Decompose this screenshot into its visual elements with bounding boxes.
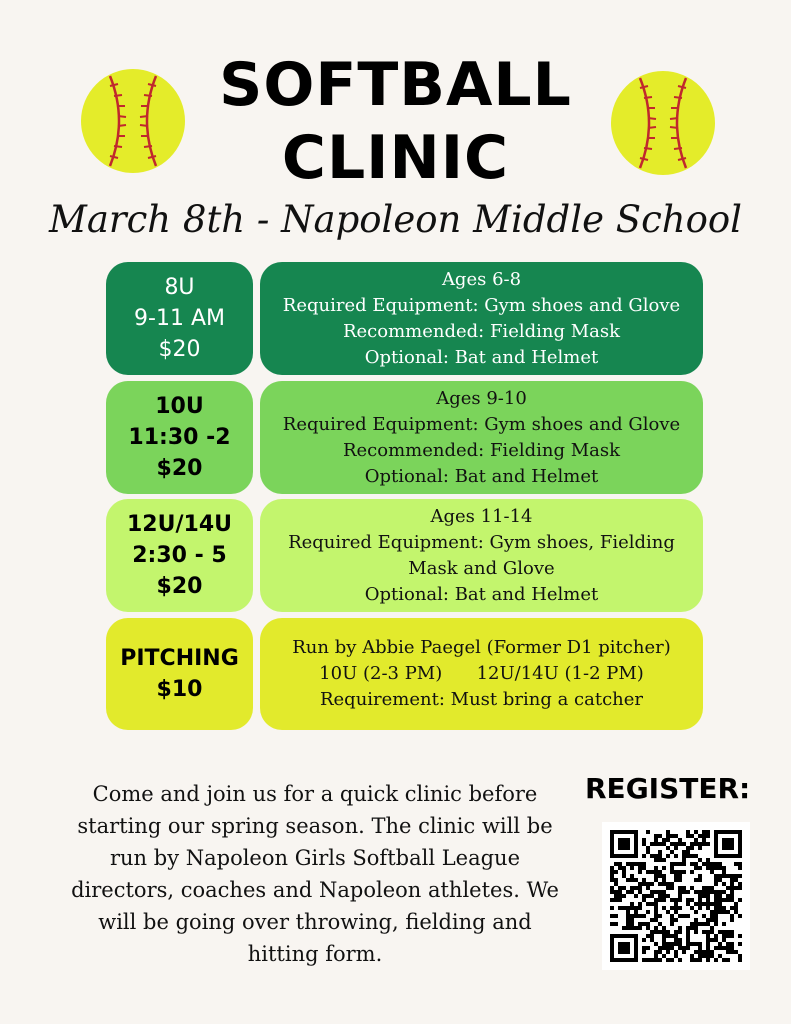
session-price: $20 (156, 574, 203, 599)
session-detail: Ages 11-14 (430, 505, 533, 527)
session-detail: Optional: Bat and Helmet (364, 346, 599, 368)
title-line-2: CLINIC (281, 123, 510, 193)
session-12u-14u-summary (106, 499, 253, 612)
clinic-description: Come and join us for a quick clinic before starting our spring season. The clinic will be run by Napoleon Girls Softball League directors, coaches and Napoleon athletes. We will be going over throwing, fielding and hitting form. (71, 782, 559, 966)
session-8u-details (260, 262, 703, 375)
session-detail: Required Equipment: Gym shoes and Glove (282, 294, 681, 316)
session-detail: Ages 6-8 (441, 268, 522, 290)
session-group: 12U/14U (127, 512, 232, 537)
session-group: 10U (155, 394, 204, 419)
session-price: $10 (156, 677, 203, 702)
event-subtitle: March 8th - Napoleon Middle School (48, 198, 743, 241)
session-price: $20 (158, 337, 201, 362)
session-group: PITCHING (120, 646, 239, 671)
register-heading: REGISTER: (585, 772, 751, 805)
session-detail: Recommended: Fielding Mask (342, 439, 621, 461)
session-detail: Run by Abbie Paegel (Former D1 pitcher) (292, 637, 671, 658)
session-pitching-summary (106, 618, 253, 730)
session-detail: Optional: Bat and Helmet (364, 465, 599, 487)
session-detail: Mask and Glove (408, 557, 555, 579)
session-detail: Optional: Bat and Helmet (364, 583, 599, 605)
session-detail: Required Equipment: Gym shoes, Fielding (288, 531, 675, 553)
session-10u-summary (106, 381, 253, 494)
softball-icon (610, 70, 716, 176)
session-detail: Requirement: Must bring a catcher (319, 689, 644, 710)
qr-code-icon[interactable] (602, 822, 750, 970)
session-detail: Required Equipment: Gym shoes and Glove (282, 413, 681, 435)
session-time: 2:30 - 5 (132, 543, 227, 568)
session-detail: 10U (2-3 PM) 12U/14U (1-2 PM) (319, 663, 644, 684)
session-12u-14u-details (260, 499, 703, 612)
session-time: 11:30 -2 (128, 425, 231, 450)
softball-icon (80, 68, 186, 174)
title-line-1: SOFTBALL (219, 50, 572, 120)
session-detail: Ages 9-10 (436, 387, 527, 409)
session-time: 9-11 AM (134, 306, 225, 331)
session-pitching-details (260, 618, 703, 730)
session-price: $20 (156, 456, 203, 481)
session-10u-details (260, 381, 703, 494)
session-detail: Recommended: Fielding Mask (342, 320, 621, 342)
session-group: 8U (164, 275, 195, 300)
session-8u-summary (106, 262, 253, 375)
